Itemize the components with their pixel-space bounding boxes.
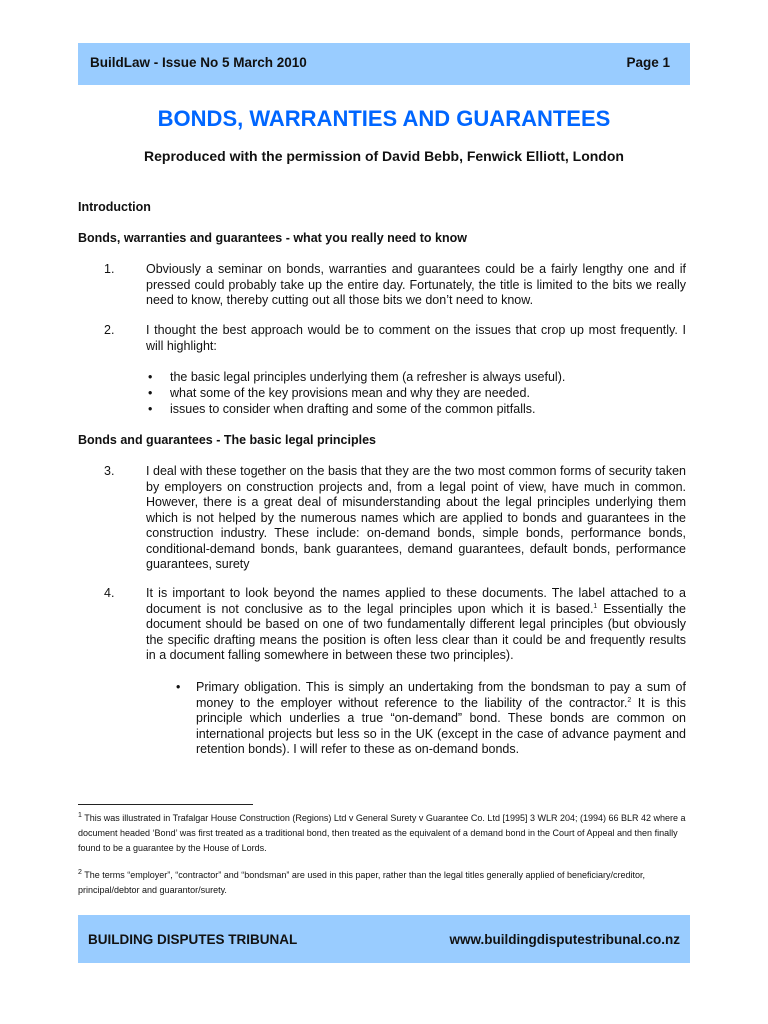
subtitle: Reproduced with the permission of David Bebb, Fenwick Elliott, London xyxy=(144,148,624,164)
document-title: BONDS, WARRANTIES AND GUARANTEES xyxy=(157,106,611,131)
paragraph-text: It is this principle which underlies a true “on-demand” bond. These bonds are common on international projects but less so in the UK (except in the case of advance payment and retention bonds). I will refer to these as on-demand bonds. xyxy=(196,695,687,756)
footnote-ref[interactable]: 2 xyxy=(627,696,632,704)
paragraph-text: Primary obligation. This is simply an undertaking from the bondsman to pay a sum of money to the employer without reference to the liability of the contractor. xyxy=(196,680,686,710)
footnote-1 xyxy=(78,811,690,856)
bullet-item: what some of the key provisions mean and why they are needed. xyxy=(170,386,530,400)
issue-label: BuildLaw - Issue No 5 March 2010 xyxy=(90,55,307,70)
bullet-icon: • xyxy=(148,386,153,400)
publisher-name: BUILDING DISPUTES TRIBUNAL xyxy=(88,932,298,947)
paragraph-1: Obviously a seminar on bonds, warranties and guarantees could be a fairly lengthy one and if pressed could probably take up the entire day. Fortunately, the title is limited to the bits we really need to know, thereby cutting out all those bits we don’t need to know. xyxy=(146,262,686,307)
bullet-item: issues to consider when drafting and some of the common pitfalls. xyxy=(170,402,536,416)
page-header xyxy=(78,43,690,85)
paragraph-number: 1. xyxy=(104,262,115,276)
paragraph-number: 3. xyxy=(104,464,115,478)
section-heading: Bonds and guarantees - The basic legal principles xyxy=(78,433,376,447)
paragraph-text: Essentially the document should be based on one of two fundamentally different legal principles (but obviously the specific drafting means the position is often less clear than it could be and frequently results in a document falling somewhere in between these two principles). xyxy=(146,601,686,662)
paragraph-number: 2. xyxy=(104,323,115,337)
footnote-text: This was illustrated in Trafalgar House Construction (Regions) Ltd v General Surety v Guarantee Co. Ltd [1995] 3 WLR 204; (1994) 66 BLR 42 where a document headed ‘Bond’ was first treated as a traditional bond, then treated as the equivalent of a demand bond in the Court of Appeal and then finally found to be a guarantee by the House of Lords. xyxy=(78,813,686,853)
website-link[interactable]: www.buildingdisputestribunal.co.nz xyxy=(449,932,680,947)
paragraph-4 xyxy=(146,586,686,664)
paragraph-number: 4. xyxy=(104,586,115,600)
footnote-number: 1 xyxy=(78,812,82,819)
footnote-ref[interactable]: 1 xyxy=(593,602,598,610)
paragraph-text: It is important to look beyond the names applied to these documents. The label attached to a document is not conclusive as to the legal principles upon which it is based. xyxy=(146,586,686,616)
footnote-number: 2 xyxy=(78,869,82,876)
footnote-text: The terms “employer”, “contractor” and “bondsman” are used in this paper, rather than the legal titles generally applied of beneficiary/creditor, principal/debtor and guarantor/surety. xyxy=(78,870,646,895)
bullet-item: the basic legal principles underlying them (a refresher is always useful). xyxy=(170,370,566,384)
paragraph-2: I thought the best approach would be to comment on the issues that crop up most frequently. I will highlight: xyxy=(146,323,686,353)
bullet-icon: • xyxy=(176,680,181,694)
page-number: Page 1 xyxy=(626,55,670,70)
bullet-icon: • xyxy=(148,402,153,416)
footnote-divider xyxy=(78,804,253,805)
bullet-icon: • xyxy=(148,370,153,384)
page-footer xyxy=(78,915,690,963)
bullet-paragraph xyxy=(196,680,686,758)
section-heading: Bonds, warranties and guarantees - what you really need to know xyxy=(78,231,467,245)
paragraph-3: I deal with these together on the basis that they are the two most common forms of security taken by employers on construction projects and, from a legal point of view, have much in common. However, there is a great deal of misunderstanding about the legal principles underlying them which is not helped by the numerous names which are applied to bonds and guarantees in the construction industry. These include: on-demand bonds, simple bonds, performance bonds, conditional-demand bonds, bank guarantees, demand guarantees, default bonds, performance guarantees, surety xyxy=(146,464,686,571)
footnote-2 xyxy=(78,868,690,898)
intro-heading: Introduction xyxy=(78,200,151,214)
